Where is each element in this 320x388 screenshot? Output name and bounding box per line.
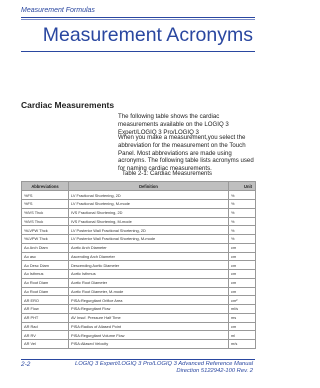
cell-definition: LV Fractional Shortening, 2D <box>69 191 229 200</box>
cell-abbreviation: AR Rad <box>22 322 69 331</box>
cell-definition: AV Insuf. Pressure Half Time <box>69 313 229 322</box>
column-header-definition: Definition <box>69 182 229 191</box>
cardiac-measurements-table <box>21 181 256 349</box>
cell-unit: cm <box>229 287 256 296</box>
cell-abbreviation: AR Flow <box>22 305 69 314</box>
cell-unit: cm <box>229 278 256 287</box>
cell-definition: PISA:Regurgitant Volume Flow <box>69 331 229 340</box>
table-row <box>22 200 256 209</box>
cell-abbreviation: Ao Root Diam <box>22 278 69 287</box>
table-row <box>22 322 256 331</box>
cell-unit: cm <box>229 322 256 331</box>
cell-unit: ms <box>229 313 256 322</box>
cell-definition: LV Fractional Shortening, M-mode <box>69 200 229 209</box>
cell-definition: IVS Fractional Shortening, 2D <box>69 208 229 217</box>
cell-definition: Aortic Root Diameter <box>69 278 229 287</box>
column-header-abbreviations: Abbreviations <box>22 182 69 191</box>
footer-rule <box>21 359 255 360</box>
cell-abbreviation: AR Vel <box>22 340 69 349</box>
table-row <box>22 313 256 322</box>
table-row <box>22 226 256 235</box>
cell-unit: % <box>229 208 256 217</box>
table-header-row <box>22 182 256 191</box>
cell-unit: % <box>229 191 256 200</box>
cell-definition: PISA:Regurgitant Flow <box>69 305 229 314</box>
table-row <box>22 261 256 270</box>
cell-definition: PISA:Regurgitant Orifice Area <box>69 296 229 305</box>
cell-abbreviation: Ao Desc Diam <box>22 261 69 270</box>
cell-definition: Aortic Arch Diameter <box>69 243 229 252</box>
intro-paragraph: The following table shows the cardiac measurements available on the LOGIQ 3 Expert/LOGIQ 3 Pro/LOGIQ 3 <box>118 113 229 136</box>
table-row <box>22 340 256 349</box>
cell-abbreviation: %LVPW Thck <box>22 226 69 235</box>
cell-abbreviation: Ao Root Diam <box>22 287 69 296</box>
cell-abbreviation: %LVPW Thck <box>22 235 69 244</box>
table-row <box>22 287 256 296</box>
cell-unit: ml/s <box>229 305 256 314</box>
cell-unit: % <box>229 235 256 244</box>
cell-unit: cm² <box>229 296 256 305</box>
title-rule <box>21 51 255 52</box>
cell-abbreviation: Ao Arch Diam <box>22 243 69 252</box>
cell-definition: Ascending Arch Diameter <box>69 252 229 261</box>
cell-abbreviation: %IVS Thck <box>22 208 69 217</box>
cell-abbreviation: %FS <box>22 191 69 200</box>
table-caption: Table 2-1: Cardiac Measurements <box>122 171 213 177</box>
table-row <box>22 208 256 217</box>
cell-unit: % <box>229 226 256 235</box>
cell-definition: LV Posterior Wall Fractional Shortening, 2D <box>69 226 229 235</box>
table-row <box>22 305 256 314</box>
table-row <box>22 243 256 252</box>
table-row <box>22 217 256 226</box>
cell-unit: cm <box>229 270 256 279</box>
product-line-2: Direction 5122942-100 Rev. 2 <box>176 368 253 375</box>
cell-abbreviation: %IVS Thck <box>22 217 69 226</box>
cell-abbreviation: Ao asc <box>22 252 69 261</box>
table-row <box>22 296 256 305</box>
cell-unit: m/s <box>229 340 256 349</box>
cell-unit: % <box>229 200 256 209</box>
cell-abbreviation: %FS <box>22 200 69 209</box>
cell-abbreviation: AR PHT <box>22 313 69 322</box>
cell-unit: cm <box>229 243 256 252</box>
cell-unit: % <box>229 217 256 226</box>
table-row <box>22 191 256 200</box>
table-row <box>22 278 256 287</box>
cell-abbreviation: AR RV <box>22 331 69 340</box>
running-header: Measurement Formulas <box>21 7 95 14</box>
cell-unit: cm <box>229 261 256 270</box>
column-header-unit: Unit <box>229 182 256 191</box>
cell-unit: cm <box>229 252 256 261</box>
cell-definition: Aortic Root Diameter, M-mode <box>69 287 229 296</box>
usage-paragraph: When you make a measurement,you select the abbreviation for the measurement on the Touch Panel. Most abbreviations are made using acronyms. The following table lists acronyms used for naming cardiac measurements. <box>118 134 254 173</box>
section-heading: Cardiac Measurements <box>21 100 115 110</box>
cell-unit: ml <box>229 331 256 340</box>
product-line-1: LOGIQ 3 Expert/LOGIQ 3 Pro/LOGIQ 3 Advanced Reference Manual <box>75 361 253 367</box>
cell-definition: Aortic Isthmus <box>69 270 229 279</box>
cell-definition: PISA:Radius of Aliased Point <box>69 322 229 331</box>
table-row <box>22 331 256 340</box>
header-rule <box>21 17 255 18</box>
cell-abbreviation: AR ERO <box>22 296 69 305</box>
table-row <box>22 252 256 261</box>
cell-abbreviation: Ao Isthmus <box>22 270 69 279</box>
table-row <box>22 270 256 279</box>
cell-definition: LV Posterior Wall Fractional Shortening, M-mode <box>69 235 229 244</box>
product-reference <box>75 361 253 375</box>
table-row <box>22 235 256 244</box>
page-title: Measurement Acronyms <box>42 24 253 46</box>
cell-definition: IVS Fractional Shortening, M-mode <box>69 217 229 226</box>
cell-definition: Descending Aortic Diameter <box>69 261 229 270</box>
header-rule-thin <box>21 19 255 20</box>
cell-definition: PISA:Aliased Velocity <box>69 340 229 349</box>
page-number: 2-2 <box>21 361 31 368</box>
